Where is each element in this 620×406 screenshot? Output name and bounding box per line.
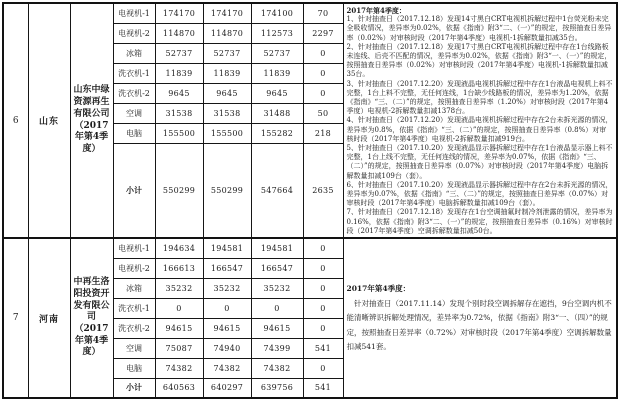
company-name: 中再生洛阳投资开发有限公司（2017年第4季度） — [70, 238, 113, 398]
subtotal-label: 小计 — [113, 143, 155, 238]
product-label: 冰箱 — [113, 43, 155, 63]
value-cell: 52737 — [155, 43, 203, 63]
note-item: 针对抽查日（2017.11.14）发现个别时段空调拆解存在遮挡，9台空调内机不能清晰辨识拆解处理情况，差异率为0.72%，依据《指南》附3“一、（四）”的规定，按照抽查日差异率（0.72%）对审核时段（2017年第4季度）空调拆解数量扣减541套。 — [346, 298, 612, 352]
value-cell: 166613 — [155, 258, 203, 278]
product-label: 冰箱 — [113, 278, 155, 298]
value-cell: 194581 — [251, 238, 303, 258]
value-cell: 9645 — [155, 83, 203, 103]
note-item: 4、针对抽查日（2017.12.20）发现液晶电视机拆解过程中存在2台未拆光源的情况，差异率为0.8%，依据《指南》“三、（二）”的规定，按照抽查日差异率（0.8%）对审核时段（2017年第4季度）电视机-2拆解数量扣减919台。 — [346, 116, 613, 143]
subtotal-value: 550299 — [203, 143, 251, 238]
value-cell: 541 — [303, 338, 343, 358]
value-cell: 74382 — [203, 358, 251, 378]
value-cell: 0 — [303, 298, 343, 318]
value-cell: 0 — [303, 278, 343, 298]
province-label: 山东 — [28, 3, 70, 238]
value-cell: 174170 — [155, 3, 203, 23]
value-cell: 174170 — [203, 3, 251, 23]
product-label: 电视机-1 — [113, 238, 155, 258]
value-cell: 0 — [303, 63, 343, 83]
value-cell: 155500 — [203, 123, 251, 143]
value-cell: 0 — [303, 83, 343, 103]
product-label: 电视机-2 — [113, 258, 155, 278]
value-cell: 35232 — [203, 278, 251, 298]
value-cell: 31538 — [155, 103, 203, 123]
note-item: 2、针对抽查日（2017.12.18）发现17寸黑白CRT电视机拆解过程中存在1台线路板未连线、后壳不匹配的情况，差异率为0.02%，依据《指南》附3“一、（一）”的规定，按照抽查日差异率（0.02%）对审核时段（2017年第4季度）电视机-1拆解数量扣减35台。 — [346, 42, 612, 79]
value-cell: 31538 — [203, 103, 251, 123]
notes-cell — [343, 3, 617, 238]
value-cell: 94615 — [251, 318, 303, 338]
province-label: 河南 — [28, 238, 70, 398]
value-cell: 11839 — [155, 63, 203, 83]
value-cell: 2297 — [303, 23, 343, 43]
value-cell: 166547 — [251, 258, 303, 278]
value-cell: 75087 — [155, 338, 203, 358]
notes-title: 2017年第4季度： — [346, 6, 406, 15]
value-cell: 218 — [303, 123, 343, 143]
product-label: 洗衣机-2 — [113, 83, 155, 103]
value-cell: 0 — [251, 298, 303, 318]
dismantling-audit-table — [2, 2, 618, 399]
value-cell: 35232 — [155, 278, 203, 298]
value-cell: 9645 — [251, 83, 303, 103]
subtotal-value: 550299 — [155, 143, 203, 238]
value-cell: 166547 — [203, 258, 251, 278]
subtotal-value: 547664 — [251, 143, 303, 238]
product-label: 电脑 — [113, 358, 155, 378]
value-cell: 50 — [303, 103, 343, 123]
product-label: 洗衣机-1 — [113, 63, 155, 83]
value-cell: 74382 — [155, 358, 203, 378]
value-cell: 52737 — [251, 43, 303, 63]
value-cell: 70 — [303, 3, 343, 23]
value-cell: 0 — [155, 298, 203, 318]
value-cell: 0 — [303, 318, 343, 338]
value-cell: 0 — [203, 298, 251, 318]
note-item: 3、针对抽查日（2017.12.20）发现液晶电视机拆解过程中存在1台液晶电视机上料不完整，1台上料不完整，无任何连线，1台缺少线路板的情况，差异率为1.20%，依据《指南》“三、（二）”的规定，按照抽查日差异率（1.20%）对审核时段（2017年第4季度）电视机-2拆解数量扣减1378台。 — [346, 79, 613, 116]
value-cell: 74382 — [251, 358, 303, 378]
value-cell: 0 — [303, 358, 343, 378]
value-cell: 114870 — [203, 23, 251, 43]
value-cell: 0 — [303, 43, 343, 63]
product-label: 电视机-2 — [113, 23, 155, 43]
note-item: 1、针对抽查日（2017.12.18）发现14寸黑白CRT电视机拆解过程中1台荧光粉未完全吸收情况，差异率为0.02%，依据《指南》附3“二、（一）”的规定，按照抽查日差异率（0.02%）对审核时段（2017年第4季度）电视机-1拆解数量扣减35台。 — [346, 15, 612, 42]
product-label: 洗衣机-2 — [113, 318, 155, 338]
value-cell: 94615 — [155, 318, 203, 338]
product-label: 电视机-1 — [113, 3, 155, 23]
value-cell: 31488 — [251, 103, 303, 123]
value-cell: 11839 — [203, 63, 251, 83]
notes-title: 2017年第4季度： — [346, 284, 411, 294]
note-item: 6、针对抽查日（2017.10.20）发现液晶显示器拆解过程中存在2台未拆光源的情况，差异率为0.07%，依据《指南》“三、（二）”的规定，按照抽查日差异率（0.07%）对审核时段（2017年第4季度）电脑拆解数量扣减109台（套）。 — [346, 180, 613, 208]
value-cell: 194634 — [155, 238, 203, 258]
product-label: 电脑 — [113, 123, 155, 143]
subtotal-value: 541 — [303, 378, 343, 398]
value-cell: 94615 — [203, 318, 251, 338]
row-number: 7 — [3, 238, 28, 398]
value-cell: 114870 — [155, 23, 203, 43]
value-cell: 174100 — [251, 3, 303, 23]
value-cell: 9645 — [203, 83, 251, 103]
value-cell: 0 — [303, 258, 343, 278]
value-cell: 52737 — [203, 43, 251, 63]
value-cell: 74940 — [203, 338, 251, 358]
row-number: 6 — [3, 3, 28, 238]
subtotal-value: 2635 — [303, 143, 343, 238]
company-name: 山东中绿资源再生有限公司（2017年第4季度） — [70, 3, 113, 238]
subtotal-value: 640563 — [155, 378, 203, 398]
notes-cell — [343, 238, 617, 398]
product-label: 空调 — [113, 338, 155, 358]
value-cell: 194581 — [203, 238, 251, 258]
subtotal-label: 小计 — [113, 378, 155, 398]
note-item: 5、针对抽查日（2017.10.20）发现液晶显示器拆解过程中存在1台液晶显示器上料不完整，1台上线不完整，无任何连线的情况，差异率为0.07%，依据《指南》“三、（二）”的规定，按照抽查日差异率（0.07%）对审核时段（2017年第4季度）电脑拆解数量扣减109台（套）。 — [346, 144, 613, 180]
value-cell: 35232 — [251, 278, 303, 298]
value-cell: 74399 — [251, 338, 303, 358]
product-label: 空调 — [113, 103, 155, 123]
value-cell: 11839 — [251, 63, 303, 83]
value-cell: 155282 — [251, 123, 303, 143]
value-cell: 155500 — [155, 123, 203, 143]
value-cell: 0 — [303, 238, 343, 258]
subtotal-value: 640297 — [203, 378, 251, 398]
subtotal-value: 639756 — [251, 378, 303, 398]
value-cell: 112573 — [251, 23, 303, 43]
note-item: 7、针对抽查日（2017.12.18）发现存在1台空调抽氟时制冷剂泄露的情况，差异率为0.16%，依据《指南》附3“二、（一）”的规定，按照抽查日差异率（0.16%）对审核时段（2017年第4季度）空调拆解数量扣减50台。 — [346, 208, 613, 235]
product-label: 洗衣机-1 — [113, 298, 155, 318]
